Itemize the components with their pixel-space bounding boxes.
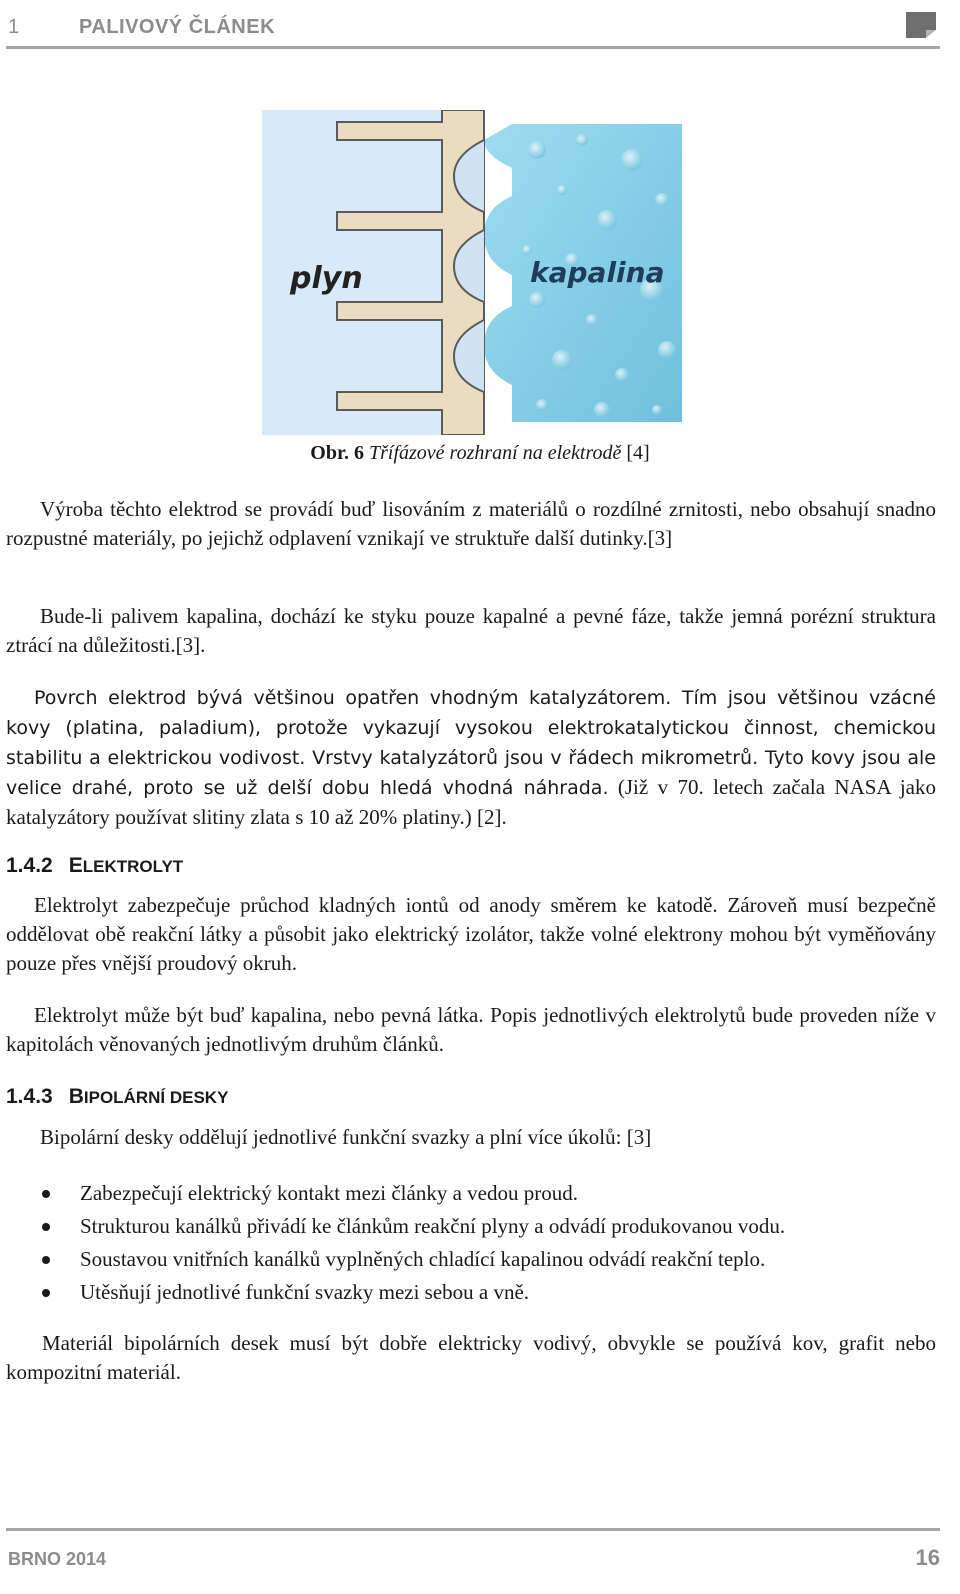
paragraph-catalyst: [6, 683, 936, 832]
section-heading-electrolyte: 1.4.2 ELEKTROLYT: [6, 854, 184, 877]
three-phase-interface-figure: [262, 110, 682, 435]
caption-reference: [4]: [626, 442, 650, 464]
paragraph-electrolyte-function: Elektrolyt zabezpečuje průchod kladných iontů od anody směrem ke katodě. Zároveň musí bezpečně oddělovat obě reakční látky a působit jako elektrický izolátor, takže volné elektrony mohou být vyměňovány pouze přes vnější proudový okruh.: [6, 893, 936, 975]
page-number: 16: [915, 1545, 940, 1570]
footer-location-year: BRNO 2014: [8, 1549, 107, 1569]
caption-label: Obr. 6: [310, 442, 364, 464]
paragraph-bipolar-material: Materiál bipolárních desek musí být dobře elektricky vodivý, obvykle se používá kov, grafit nebo kompozitní materiál.: [6, 1331, 936, 1384]
list-item: Zabezpečují elektrický kontakt mezi články a vedou proud.: [6, 1177, 936, 1210]
list-item: Strukturou kanálků přivádí ke článkům reakční plyny a odvádí produkovanou vodu.: [6, 1210, 936, 1243]
caption-text: Třífázové rozhraní na elektrodě: [369, 442, 622, 464]
bipolar-tasks-list: [6, 1177, 936, 1309]
page-corner-icon: [904, 10, 938, 40]
bullet-icon: [42, 1190, 50, 1198]
bullet-icon: [42, 1223, 50, 1231]
paragraph-electrode-production: Výroba těchto elektrod se provádí buď lisováním z materiálů o rozdílné zrnitosti, nebo obsahují snadno rozpustné materiály, po jejichž odplavení vznikají ve struktuře další dutinky.[3]: [6, 497, 936, 550]
paragraph-catalyst-nasa: (Již v 70. letech začala NASA jako katalyzátory používat slitiny zlata s 10 až 20% platiny.) [2].: [6, 775, 936, 829]
page-footer: [6, 1528, 940, 1591]
gas-label: plyn: [290, 261, 363, 296]
list-item: Soustavou vnitřních kanálků vyplněných chladící kapalinou odvádí reakční teplo.: [6, 1243, 936, 1276]
bullet-icon: [42, 1256, 50, 1264]
chapter-title: PALIVOVÝ ČLÁNEK: [79, 16, 276, 38]
paragraph-catalyst-main: Povrch elektrod bývá většinou opatřen vhodným katalyzátorem. Tím jsou většinou vzácné kovy (platina, paladium), protože vykazují vysokou elektrokatalytickou činnost, chemickou stabilitu a elektrickou vodivost. Vrstvy katalyzátorů jsou v řádech mikrometrů. Tyto kovy jsou ale velice drahé, proto se už delší dobu hledá vhodná náhrada.: [6, 687, 936, 799]
paragraph-liquid-fuel: Bude-li palivem kapalina, dochází ke styku pouze kapalné a pevné fáze, takže jemná porézní struktura ztrácí na důležitosti.[3].: [6, 604, 936, 657]
section-heading-bipolar-plates: 1.4.3 BIPOLÁRNÍ DESKY: [6, 1085, 229, 1108]
chapter-number: 1: [8, 16, 20, 38]
liquid-label: kapalina: [530, 256, 665, 289]
list-item: Utěsňují jednotlivé funkční svazky mezi sebou a vně.: [6, 1276, 936, 1309]
paragraph-bipolar-intro: Bipolární desky oddělují jednotlivé funkční svazky a plní více úkolů: [3]: [40, 1125, 652, 1149]
page-header: [6, 10, 940, 49]
figure-caption: [0, 442, 960, 465]
paragraph-electrolyte-types: Elektrolyt může být buď kapalina, nebo pevná látka. Popis jednotlivých elektrolytů bude proveden níže v kapitolách věnovaných jednotlivým druhům článků.: [6, 1003, 936, 1056]
pore-menisci: [454, 140, 484, 392]
bullet-icon: [42, 1289, 50, 1297]
